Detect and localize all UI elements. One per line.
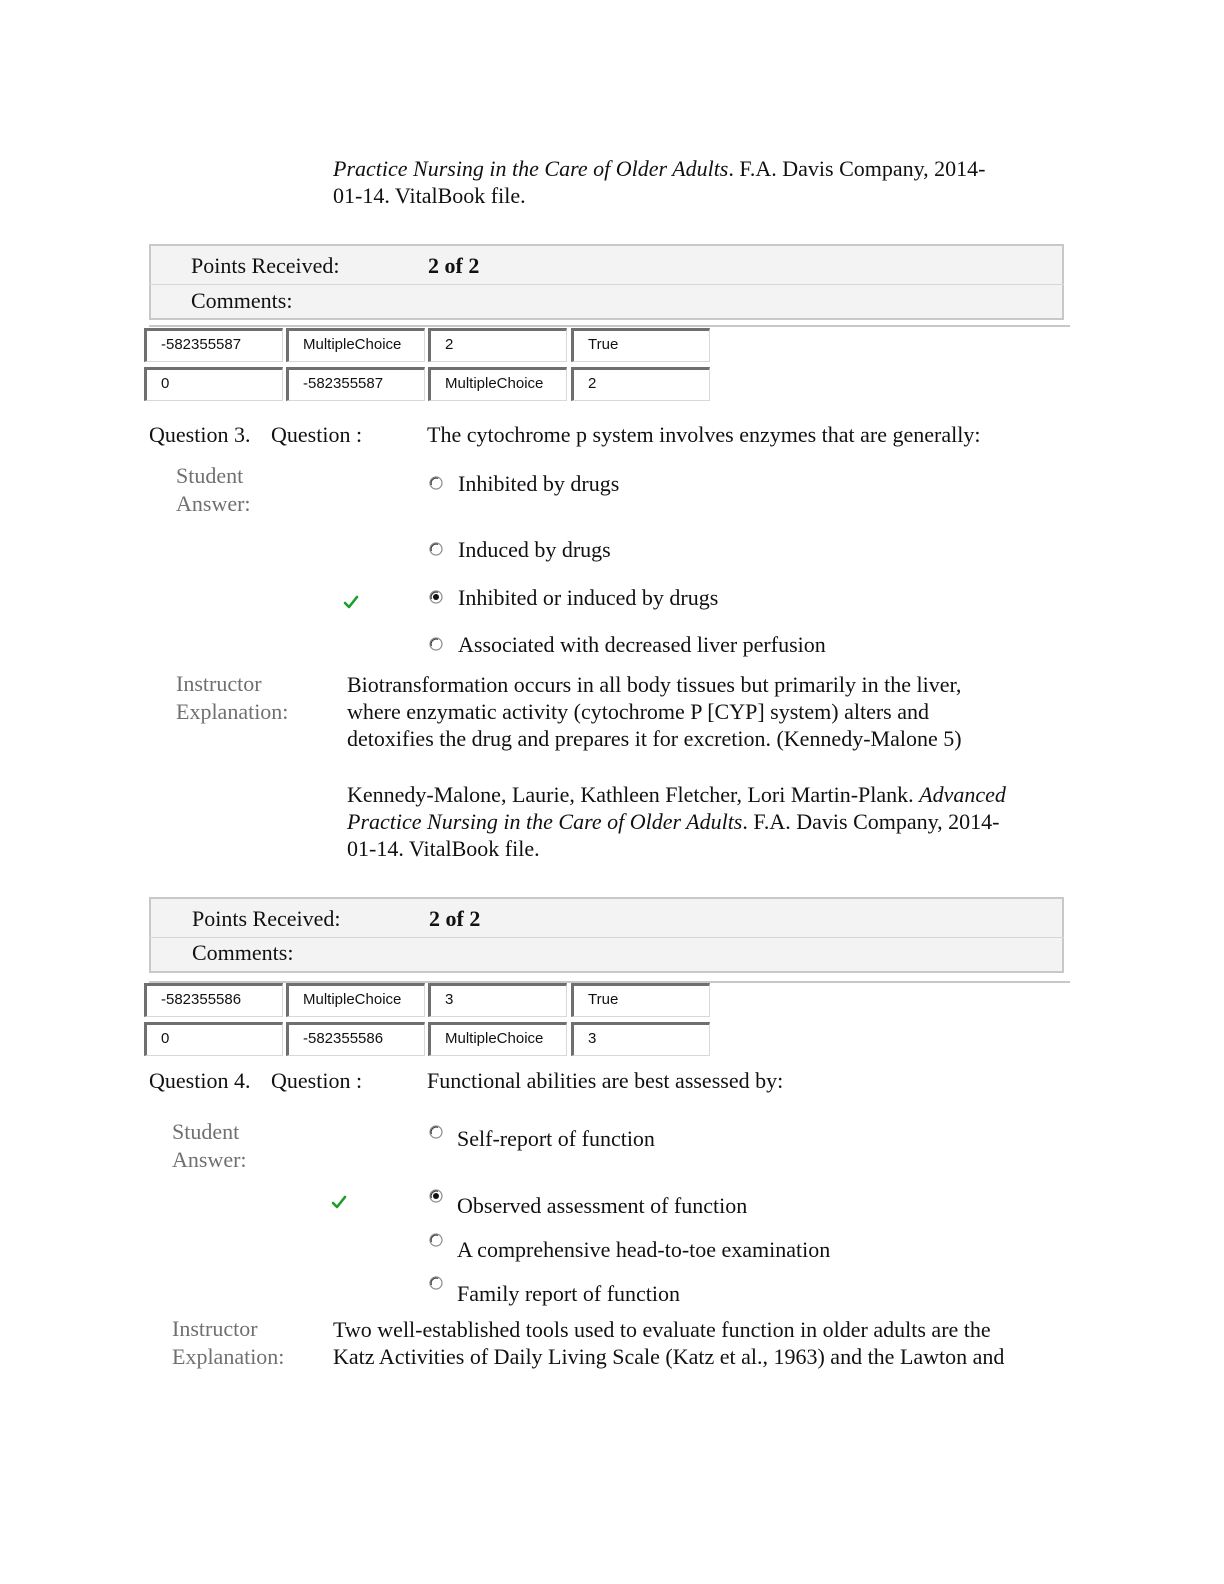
grid-cell: MultipleChoice <box>286 983 425 1017</box>
instructor-explanation-label: Instructor Explanation: <box>176 671 289 724</box>
points-received-value: 2 of 2 <box>428 253 480 278</box>
answer-option: Associated with decreased liver perfusion <box>458 632 826 657</box>
answer-option-selected: Inhibited or induced by drugs <box>458 585 719 610</box>
explanation-reference: Kennedy-Malone, Laurie, Kathleen Fletcher, Lori Martin-Plank. Advanced Practice Nursing in the Care of Older Adults. F.A. Davis Company, 2014- 01-14. VitalBook file. <box>347 782 1006 861</box>
answer-option-selected: Observed assessment of function <box>457 1193 748 1218</box>
comments-label: Comments: <box>191 288 293 313</box>
reference-publisher: . F.A. Davis Company, 2014- <box>728 156 986 181</box>
answer-option: Inhibited by drugs <box>458 471 620 496</box>
grid-cell: True <box>571 983 710 1017</box>
points-received-label: Points Received: <box>191 253 340 278</box>
grid-cell: 3 <box>428 983 567 1017</box>
question-text: Functional abilities are best assessed by: <box>427 1068 784 1093</box>
check-icon <box>343 594 359 610</box>
grid-cell: MultipleChoice <box>428 1022 567 1056</box>
grid-cell: MultipleChoice <box>286 328 425 362</box>
points-box-divider <box>149 284 1064 285</box>
radio-icon[interactable] <box>429 1125 443 1139</box>
grid-cell: -582355587 <box>144 328 283 362</box>
answer-option: A comprehensive head-to-toe examination <box>457 1237 831 1262</box>
question-number: Question 3. <box>149 422 251 447</box>
radio-icon[interactable] <box>429 1276 443 1290</box>
answer-option: Family report of function <box>457 1281 681 1306</box>
question-label: Question : <box>271 422 363 447</box>
student-answer-label: Student Answer: <box>176 463 251 516</box>
radio-icon[interactable] <box>429 637 443 651</box>
student-answer-label: Student Answer: <box>172 1119 247 1172</box>
grid-cell: 3 <box>571 1022 710 1056</box>
radio-icon[interactable] <box>429 1233 443 1247</box>
grid-cell: -582355586 <box>286 1022 425 1056</box>
instructor-explanation-label: Instructor Explanation: <box>172 1316 285 1369</box>
grid-cell: -582355586 <box>144 983 283 1017</box>
grid-cell: True <box>571 328 710 362</box>
radio-selected-icon[interactable] <box>429 1189 443 1203</box>
points-box-divider <box>149 937 1064 938</box>
question-text: The cytochrome p system involves enzymes that are generally: <box>427 422 981 447</box>
grid-cell: 0 <box>144 367 283 401</box>
section-separator <box>149 325 1070 327</box>
instructor-explanation: Two well-established tools used to evaluate function in older adults are the Katz Activities of Daily Living Scale (Katz et al., 1963) and the Lawton and <box>333 1317 1005 1369</box>
grid-cell: 2 <box>571 367 710 401</box>
grid-cell: 2 <box>428 328 567 362</box>
radio-selected-icon[interactable] <box>429 590 443 604</box>
check-icon <box>331 1194 347 1210</box>
question-label: Question : <box>271 1068 363 1093</box>
comments-label: Comments: <box>192 940 294 965</box>
reference-book-title: Practice Nursing in the Care of Older Adults <box>333 156 729 181</box>
grid-cell: -582355587 <box>286 367 425 401</box>
points-received-label: Points Received: <box>192 906 341 931</box>
radio-icon[interactable] <box>429 476 443 490</box>
question-number: Question 4. <box>149 1068 251 1093</box>
instructor-explanation: Biotransformation occurs in all body tissues but primarily in the liver, where enzymatic activity (cytochrome P [CYP] system) alters and detoxifies the drug and prepares it for excretion. (Kennedy-Malone 5) <box>347 672 962 751</box>
reference-line <box>333 155 986 182</box>
answer-option: Induced by drugs <box>458 537 611 562</box>
reference-date: 01-14. VitalBook file. <box>333 183 526 208</box>
answer-option: Self-report of function <box>457 1126 655 1151</box>
radio-icon[interactable] <box>429 542 443 556</box>
points-received-value: 2 of 2 <box>429 906 481 931</box>
grid-cell: MultipleChoice <box>428 367 567 401</box>
grid-cell: 0 <box>144 1022 283 1056</box>
